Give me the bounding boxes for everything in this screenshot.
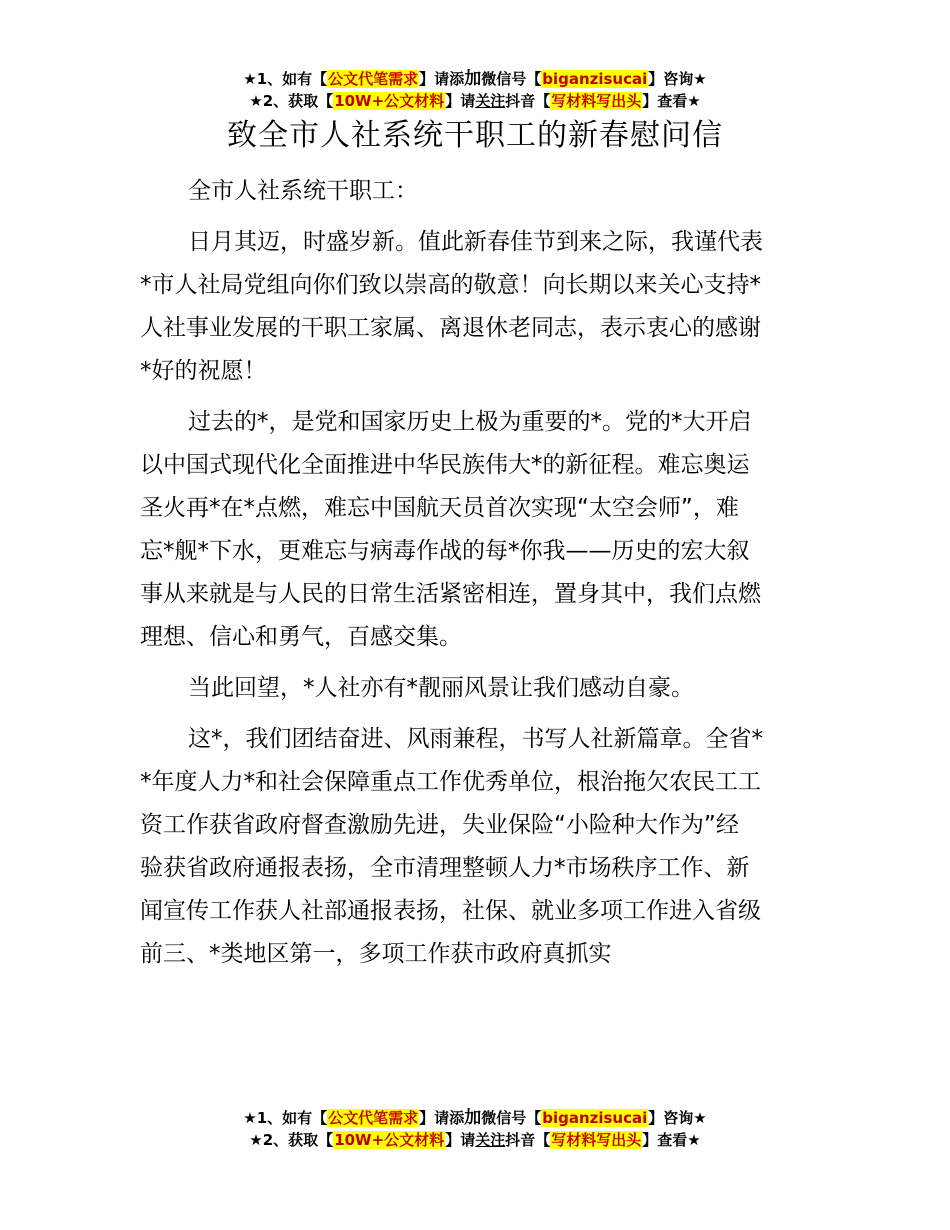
letter-body [140, 170, 812, 984]
banner-line-1 [0, 1107, 950, 1129]
banner-text: 关注 [475, 92, 506, 110]
paragraph-line: *好的祝愿！ [140, 358, 267, 384]
paragraph-line: 当此回望，*人社亦有*靓丽风景让我们感动自豪。 [188, 675, 694, 701]
paragraph-line: 人社事业发展的干职工家属、离退休老同志，表示衷心的感谢 [140, 315, 761, 341]
banner-text: ★1、如有【 [243, 1109, 328, 1127]
banner-text: 】咨询★ [648, 1109, 707, 1127]
banner-text: 微信号【 [481, 70, 542, 88]
paragraph-line: 这*，我们团结奋进、风雨兼程，书写人社新篇章。全省* [188, 726, 763, 752]
banner-line-2 [0, 90, 950, 112]
banner-line-1 [0, 68, 950, 90]
banner-text: 加 [464, 69, 482, 89]
banner-highlight: 写材料写出头 [551, 92, 642, 110]
banner-highlight: 写材料写出头 [551, 1131, 642, 1149]
banner-text: 加 [464, 1108, 482, 1128]
header-banner [0, 68, 950, 112]
paragraph [140, 401, 812, 659]
banner-highlight: 10W+公文材料 [334, 92, 445, 110]
paragraph-line: 理想、信心和勇气，百感交集。 [140, 624, 462, 650]
banner-text: 关注 [475, 1131, 506, 1149]
paragraph [140, 221, 812, 393]
banner-highlight: 10W+公文材料 [334, 1131, 445, 1149]
paragraph-line: 事从来就是与人民的日常生活紧密相连，置身其中，我们点燃 [140, 581, 761, 607]
paragraph-line: 验获省政府通报表扬，全市清理整顿人力*市场秩序工作、新 [140, 855, 750, 881]
paragraphs [140, 221, 812, 976]
paragraph-line: 以中国式现代化全面推进中华民族伟大*的新征程。难忘奥运 [140, 452, 750, 478]
banner-text: ★1、如有【 [243, 70, 328, 88]
salutation: 全市人社系统干职工： [188, 178, 418, 204]
paragraph [140, 667, 812, 710]
paragraph-line: 日月其迈，时盛岁新。值此新春佳节到来之际，我谨代表 [188, 229, 763, 255]
paragraph-line: 圣火再*在*点燃，难忘中国航天员首次实现“太空会师”，难 [140, 495, 739, 521]
paragraph-line: 闻宣传工作获人社部通报表扬，社保、就业多项工作进入省级 [140, 898, 761, 924]
banner-text: 抖音【 [505, 92, 551, 110]
paragraph-line: 前三、*类地区第一，多项工作获市政府真抓实 [140, 941, 612, 967]
banner-text: ★2、获取【 [249, 1131, 334, 1149]
banner-text: 】请添 [419, 1109, 465, 1127]
banner-line-2 [0, 1129, 950, 1151]
paragraph-line: *市人社局党组向你们致以崇高的敬意！向长期以来关心支持* [140, 272, 761, 298]
banner-text: 】请 [445, 92, 476, 110]
banner-text: 抖音【 [505, 1131, 551, 1149]
banner-highlight: 公文代笔需求 [328, 70, 419, 88]
banner-text: 】查看★ [642, 1131, 701, 1149]
banner-highlight: biganzisucai [542, 1109, 648, 1127]
banner-text: 微信号【 [481, 1109, 542, 1127]
banner-highlight: biganzisucai [542, 70, 648, 88]
banner-text: 】请 [445, 1131, 476, 1149]
paragraph-line: 过去的*，是党和国家历史上极为重要的*。党的*大开启 [188, 409, 752, 435]
banner-text: 】咨询★ [648, 70, 707, 88]
banner-text: ★2、获取【 [249, 92, 334, 110]
page-title: 致全市人社系统干职工的新春慰问信 [227, 118, 723, 153]
banner-text: 】请添 [419, 70, 465, 88]
paragraph-line: 忘*舰*下水，更难忘与病毒作战的每*你我——历史的宏大叙 [140, 538, 750, 564]
banner-highlight: 公文代笔需求 [328, 1109, 419, 1127]
paragraph [140, 718, 812, 976]
footer-banner [0, 1107, 950, 1151]
paragraph-line: 资工作获省政府督查激励先进，失业保险“小险种大作为”经 [140, 812, 739, 838]
paragraph-line: *年度人力*和社会保障重点工作优秀单位，根治拖欠农民工工 [140, 769, 761, 795]
banner-text: 】查看★ [642, 92, 701, 110]
